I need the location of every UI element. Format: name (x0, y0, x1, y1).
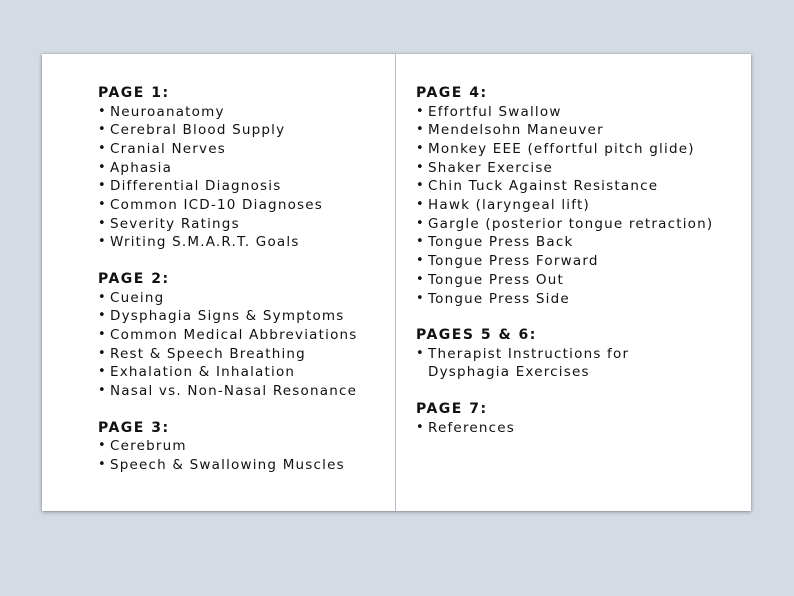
item-text: Neuroanatomy (110, 103, 225, 120)
list-item (416, 215, 751, 234)
document-spread (42, 54, 751, 511)
section-title: PAGE 7: (416, 401, 488, 418)
item-text: Chin Tuck Against Resistance (428, 178, 659, 195)
list-item (98, 121, 395, 140)
bullet-icon: • (416, 290, 425, 306)
list-item (98, 345, 395, 364)
bullet-icon: • (416, 140, 425, 156)
left-page (42, 54, 396, 511)
list-item (98, 289, 395, 308)
bullet-icon: • (98, 289, 107, 305)
list-item (416, 233, 751, 252)
item-list (416, 419, 751, 438)
list-item (98, 159, 395, 178)
section-page-7 (416, 400, 751, 437)
section-page-1 (98, 84, 395, 252)
list-item (416, 103, 751, 122)
item-text: Tongue Press Side (428, 290, 570, 307)
section-page-4 (416, 84, 751, 308)
item-text: Mendelsohn Maneuver (428, 122, 604, 139)
bullet-icon: • (416, 197, 425, 213)
item-text: Common ICD-10 Diagnoses (110, 197, 324, 214)
item-text: Shaker Exercise (428, 159, 554, 176)
list-item (416, 177, 751, 196)
bullet-icon: • (98, 197, 107, 213)
list-item (416, 121, 751, 140)
bullet-icon: • (416, 253, 425, 269)
list-item (98, 233, 395, 252)
section-title: PAGE 1: (98, 85, 170, 101)
bullet-icon: • (416, 234, 425, 250)
item-text: Cueing (110, 289, 165, 306)
bullet-icon: • (416, 178, 425, 194)
item-text: Speech & Swallowing Muscles (110, 457, 345, 474)
list-item (98, 196, 395, 215)
item-text: Aphasia (110, 159, 173, 176)
bullet-icon: • (416, 103, 425, 119)
list-item (98, 363, 395, 382)
item-list (416, 103, 751, 309)
section-title: PAGE 4: (416, 85, 488, 101)
item-text: Cranial Nerves (110, 140, 226, 157)
item-text: Cerebral Blood Supply (110, 122, 286, 139)
list-item (416, 159, 751, 178)
item-text: Dysphagia Signs & Symptoms (110, 308, 345, 325)
bullet-icon: • (416, 215, 425, 231)
section-title: PAGES 5 & 6: (416, 327, 537, 344)
right-page (396, 54, 751, 511)
list-item (98, 103, 395, 122)
bullet-icon: • (416, 159, 425, 175)
bullet-icon: • (98, 234, 107, 250)
item-text: Tongue Press Out (428, 271, 564, 288)
section-title: PAGE 3: (98, 419, 170, 436)
bullet-icon: • (98, 159, 107, 175)
list-item (98, 456, 395, 475)
bullet-icon: • (416, 345, 425, 361)
item-text: Nasal vs. Non-Nasal Resonance (110, 383, 358, 400)
list-item (98, 177, 395, 196)
bullet-icon: • (98, 383, 107, 399)
bullet-icon: • (98, 103, 107, 119)
item-text: Differential Diagnosis (110, 178, 282, 195)
item-text: Cerebrum (110, 438, 187, 455)
list-item (98, 307, 395, 326)
list-item (98, 437, 395, 456)
list-item (416, 196, 751, 215)
list-item (98, 215, 395, 234)
item-text: Severity Ratings (110, 215, 240, 232)
list-item (98, 140, 395, 159)
item-list (98, 289, 395, 401)
item-text: Monkey EEE (effortful pitch glide) (428, 140, 695, 157)
list-item (416, 290, 751, 309)
bullet-icon: • (98, 457, 107, 473)
section-page-2 (98, 270, 395, 401)
item-text: Exhalation & Inhalation (110, 364, 296, 381)
bullet-icon: • (98, 364, 107, 380)
section-title: PAGE 2: (98, 271, 170, 288)
bullet-icon: • (416, 122, 425, 138)
bullet-icon: • (98, 327, 107, 343)
item-list (98, 437, 395, 474)
list-item (416, 345, 751, 382)
item-text: Gargle (posterior tongue retraction) (428, 215, 714, 232)
item-text: Effortful Swallow (428, 103, 562, 120)
item-list (98, 103, 395, 253)
item-text: Therapist Instructions for Dysphagia Exercises (428, 345, 630, 381)
section-page-3 (98, 419, 395, 475)
item-text: Tongue Press Forward (428, 253, 599, 270)
list-item (416, 252, 751, 271)
bullet-icon: • (98, 122, 107, 138)
bullet-icon: • (98, 215, 107, 231)
list-item (416, 271, 751, 290)
bullet-icon: • (98, 345, 107, 361)
bullet-icon: • (416, 271, 425, 287)
item-text: Tongue Press Back (428, 234, 574, 251)
list-item (98, 382, 395, 401)
bullet-icon: • (98, 308, 107, 324)
bullet-icon: • (98, 140, 107, 156)
item-text: Common Medical Abbreviations (110, 327, 358, 344)
item-text: References (428, 419, 516, 436)
item-text: Rest & Speech Breathing (110, 345, 306, 362)
bullet-icon: • (416, 419, 425, 435)
list-item (98, 326, 395, 345)
list-item (416, 140, 751, 159)
item-text: Hawk (laryngeal lift) (428, 197, 590, 214)
item-list (416, 345, 751, 382)
item-text: Writing S.M.A.R.T. Goals (110, 234, 300, 251)
list-item (416, 419, 751, 438)
section-pages-5-6 (416, 326, 751, 382)
bullet-icon: • (98, 438, 107, 454)
bullet-icon: • (98, 178, 107, 194)
